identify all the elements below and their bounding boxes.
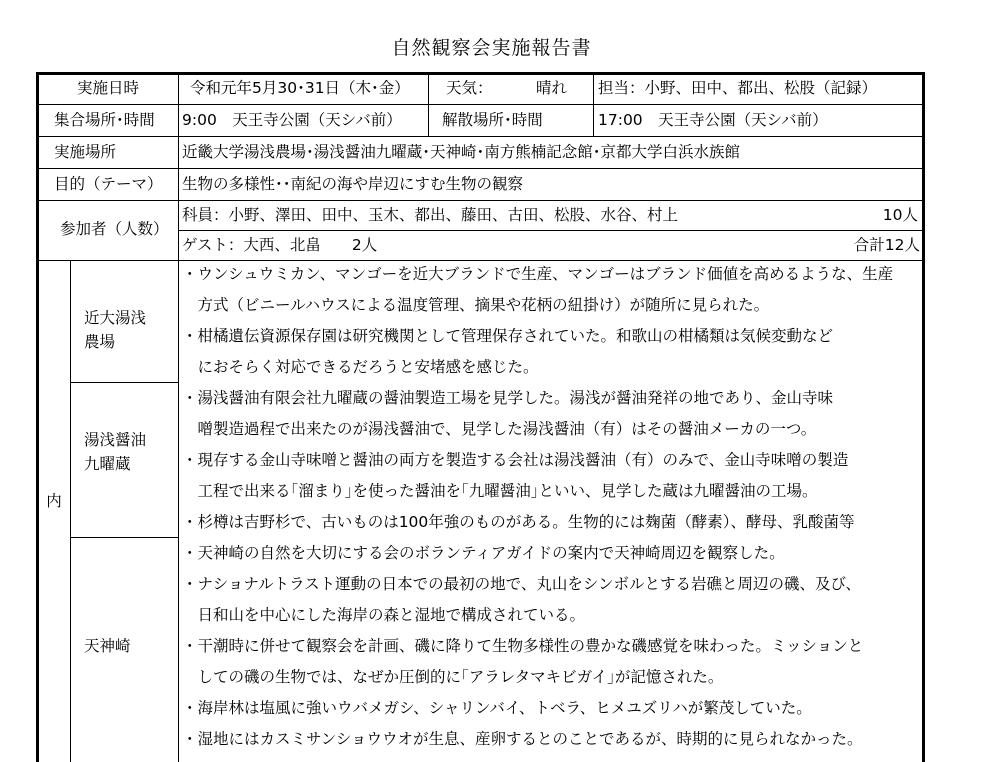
weather-value: 晴れ: [536, 79, 568, 97]
page-title: 自然観察会実施報告書: [391, 37, 592, 59]
section-name-tenjinzaki: [84, 634, 131, 658]
staff-value: 担当：小野、田中、都出、松股（記録）: [598, 79, 878, 97]
table-left-border: [36, 72, 39, 762]
body-line: ・海岸林は塩風に強いウバメガシ、シャリンバイ、トベラ、ヒメユズリハが繁茂していた。: [182, 699, 812, 717]
row-line: [178, 230, 922, 231]
section-name-line: 九曜蔵: [84, 455, 131, 473]
meet-label: 集合場所･時間: [54, 111, 155, 129]
members-value: 科員：小野、澤田、田中、玉木、都出、藤田、古田、松股、水谷、村上: [182, 206, 679, 224]
row-line: [36, 104, 925, 105]
place-value: 近畿大学湯浅農場･湯浅醤油九曜蔵･天神崎･南方熊楠記念館･京都大学白浜水族館: [182, 143, 741, 161]
dismiss-value: 17:00 天王寺公園（天シバ前）: [598, 111, 828, 129]
body-line: 方式（ビニールハウスによる温度管理、摘果や花柄の紐掛け）が随所に見られた。: [182, 296, 770, 314]
body-line: ・湯浅醤油有限会社九曜蔵の醤油製造工場を見学した。湯浅が醤油発祥の地であり、金山寺味: [182, 389, 834, 407]
row-line: [36, 168, 925, 169]
section-name-line: 湯浅醤油: [84, 431, 147, 449]
table-right-border: [922, 72, 925, 762]
total-count: 合計12人: [853, 236, 920, 254]
section-body-tenjinzaki: [182, 538, 863, 755]
row-line: [36, 136, 925, 137]
body-line: ・干潮時に併せて観察会を計画、磯に降りて生物多様性の豊かな磯感覚を味わった。ミッションと: [182, 637, 864, 655]
section-name-line: 農場: [84, 333, 116, 351]
cell-line: [593, 72, 594, 136]
members-count: 10人: [882, 206, 918, 224]
weather-label: 天気：: [446, 79, 493, 97]
place-label: 実施場所: [54, 143, 117, 161]
body-line: ・現存する金山寺味噌と醤油の両方を製造する会社は湯浅醤油（有）のみで、金山寺味噌の製造: [182, 451, 849, 469]
dismiss-label: 解散場所･時間: [442, 111, 543, 129]
body-line: ・湿地にはカスミサンショウウオが生息、産卵するとのことであるが、時期的に見られなかった。: [182, 730, 863, 748]
meet-value: 9:00 天王寺公園（天シバ前）: [182, 111, 402, 129]
section-line: [70, 537, 178, 538]
participants-label: 参加者（人数）: [60, 220, 169, 238]
theme-value: 生物の多様性･･南紀の海や岸辺にすむ生物の観察: [182, 175, 524, 193]
content-side-label: 内: [46, 492, 62, 510]
body-line: 工程で出来る｢溜まり｣を使った醤油を｢九曜醤油｣といい、見学した蔵は九曜醤油の工場。: [182, 482, 818, 500]
label-column-line: [178, 72, 179, 762]
section-name-brewery: [84, 428, 146, 476]
body-line: 日和山を中心にした海岸の森と湿地で構成されている。: [182, 606, 586, 624]
section-name-line: 近大湯浅: [84, 309, 147, 327]
section-body-farm: [182, 259, 893, 383]
section-body-brewery: [182, 383, 855, 538]
body-line: ・柑橘遺伝資源保存園は研究機関として管理保存されていた。和歌山の柑橘類は気候変動など: [182, 327, 834, 345]
body-line: におそらく対応できるだろうと安堵感を感じた。: [182, 358, 539, 376]
section-line: [70, 382, 178, 383]
guests-value: ゲスト：大西、北畠 2人: [182, 236, 378, 254]
date-value: 令和元年5月30･31日（木･金）: [190, 79, 410, 97]
section-name-farm: [84, 306, 146, 354]
section-name-line: 天神崎: [84, 637, 131, 655]
body-line: ・天神崎の自然を大切にする会のボランティアガイドの案内で天神崎周辺を観察した。: [182, 544, 785, 562]
body-line: 噌製造過程で出来たのが湯浅醤油で、見学した湯浅醤油（有）はその醤油メーカの一つ。: [182, 420, 817, 438]
body-line: ・ナショナルトラスト運動の日本での最初の地で、丸山をシンボルとする岩礁と周辺の磯、及び、: [182, 575, 861, 593]
side-column-line: [70, 260, 71, 762]
body-line: ・ウンシュウミカン、マンゴーを近大ブランドで生産、マンゴーはブランド価値を高めるような、生産: [182, 265, 894, 283]
date-label: 実施日時: [76, 79, 139, 97]
theme-label: 目的（テーマ）: [54, 175, 163, 193]
body-line: ・杉樽は吉野杉で、古いものは100年強のものがある。生物的には麹菌（酵素）、酵母、乳酸菌等: [182, 513, 855, 531]
cell-line: [428, 72, 429, 136]
row-line: [36, 200, 925, 201]
body-line: しての磯の生物では、なぜか圧倒的に｢アラレタマキビガイ｣が記憶された。: [182, 668, 724, 686]
table-top-border: [36, 72, 925, 75]
